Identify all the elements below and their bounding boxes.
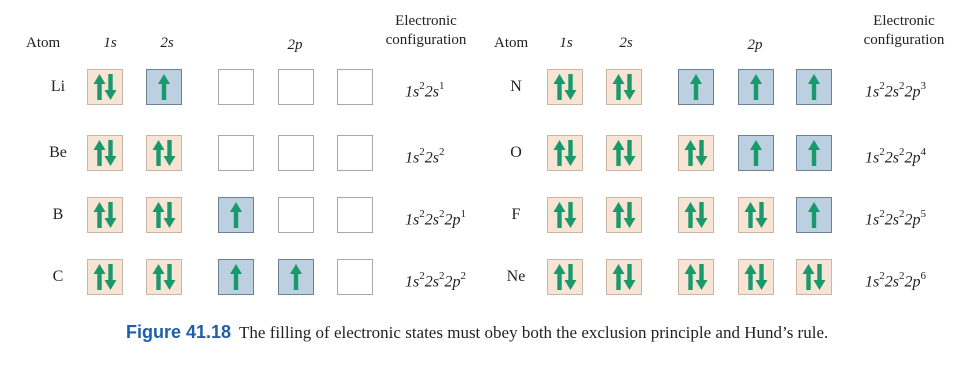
b-2p-a-arrows (219, 198, 253, 232)
down-arrow-icon (756, 264, 768, 290)
config-exponent: 2 (460, 270, 466, 282)
up-arrow-icon (153, 140, 165, 166)
n-2s-filled-box (606, 69, 642, 105)
down-arrow-icon (164, 140, 176, 166)
n-2p-b-half-box (738, 69, 774, 105)
up-arrow-icon (94, 202, 106, 228)
o-1s-filled-box (547, 135, 583, 171)
up-arrow-icon (613, 74, 625, 100)
b-2p-a-half-box (218, 197, 254, 233)
be-2s-filled-box (146, 135, 182, 171)
o-2s-arrows (607, 136, 641, 170)
config-orbital: 1s (865, 273, 880, 291)
config-orbital: 2p (904, 273, 921, 291)
ne-2s-arrows (607, 260, 641, 294)
c-2s-arrows (147, 260, 181, 294)
config-orbital: 2s (884, 83, 899, 101)
down-arrow-icon (624, 202, 636, 228)
config-exponent: 2 (419, 208, 425, 220)
up-arrow-icon (230, 264, 242, 290)
1s-header-right: 1s (559, 35, 573, 51)
up-arrow-icon (808, 74, 820, 100)
n-2p-a-half-box (678, 69, 714, 105)
config-orbital: 2s (884, 211, 899, 229)
up-arrow-icon (153, 202, 165, 228)
n-2p-a-arrows (679, 70, 713, 104)
up-arrow-icon (554, 264, 566, 290)
config-orbital: 1s (865, 83, 880, 101)
n-2p-b-arrows (739, 70, 773, 104)
config-exponent: 1 (460, 208, 466, 220)
up-arrow-icon (613, 264, 625, 290)
down-arrow-icon (565, 74, 577, 100)
config-orbital: 2s (424, 211, 439, 229)
config-orbital: 2s (424, 273, 439, 291)
up-arrow-icon (685, 264, 697, 290)
f-2s-filled-box (606, 197, 642, 233)
up-arrow-icon (613, 140, 625, 166)
ne-2p-c-filled-box (796, 259, 832, 295)
config-orbital: 1s (405, 211, 420, 229)
li-2s-arrows (147, 70, 181, 104)
atom-symbol: C (52, 268, 64, 285)
atom-symbol: F (511, 206, 521, 223)
down-arrow-icon (164, 264, 176, 290)
config-orbital: 1s (405, 149, 420, 167)
config-exponent: 2 (419, 80, 425, 92)
up-arrow-icon (554, 202, 566, 228)
config-exponent: 2 (438, 270, 445, 282)
f-2s-arrows (607, 198, 641, 232)
figure-label: Figure 41.18 (126, 322, 232, 342)
config-orbital: 1s (865, 211, 880, 229)
config-orbital: 1s (865, 149, 880, 167)
atom-symbol: Ne (506, 268, 526, 285)
n-2p-c-arrows (797, 70, 831, 104)
2s-header-right: 2s (619, 35, 633, 51)
n-1s-filled-box (547, 69, 583, 105)
electron-configuration (865, 205, 926, 230)
electron-configuration (865, 267, 926, 292)
be-1s-filled-box (87, 135, 123, 171)
n-1s-arrows (548, 70, 582, 104)
config-exponent: 4 (920, 146, 926, 158)
ne-2p-b-filled-box (738, 259, 774, 295)
li-1s-arrows (88, 70, 122, 104)
b-2p-b-empty-box (278, 197, 314, 233)
b-2s-filled-box (146, 197, 182, 233)
down-arrow-icon (814, 264, 826, 290)
li-2p-b-empty-box (278, 69, 314, 105)
down-arrow-icon (565, 264, 577, 290)
ne-1s-filled-box (547, 259, 583, 295)
c-2p-b-half-box (278, 259, 314, 295)
config-exponent: 3 (920, 80, 926, 92)
f-2p-c-arrows (797, 198, 831, 232)
down-arrow-icon (164, 202, 176, 228)
down-arrow-icon (696, 202, 708, 228)
o-2p-b-arrows (739, 136, 773, 170)
down-arrow-icon (624, 74, 636, 100)
config-exponent: 5 (920, 208, 926, 220)
atom-symbol: B (52, 206, 64, 223)
figure-caption-text: The filling of electronic states must obey both the exclusion principle and Hund’s rule. (239, 323, 829, 342)
up-arrow-icon (613, 202, 625, 228)
figure-caption (126, 321, 828, 344)
config-orbital: 2s (424, 149, 439, 167)
config-orbital: 2p (444, 211, 461, 229)
atom-header-left: Atom (26, 35, 61, 51)
electron-configuration (405, 267, 466, 292)
down-arrow-icon (565, 202, 577, 228)
config-header-right (846, 12, 962, 50)
up-arrow-icon (745, 264, 757, 290)
config-orbital: 2p (904, 149, 921, 167)
config-header-right-line2: configuration (863, 32, 945, 48)
config-exponent: 2 (879, 146, 885, 158)
f-2p-c-half-box (796, 197, 832, 233)
atom-symbol: N (510, 78, 522, 95)
b-2p-c-empty-box (337, 197, 373, 233)
up-arrow-icon (554, 140, 566, 166)
o-2s-filled-box (606, 135, 642, 171)
down-arrow-icon (696, 140, 708, 166)
config-orbital: 1s (405, 83, 420, 101)
config-exponent: 6 (920, 270, 926, 282)
ne-2p-c-arrows (797, 260, 831, 294)
c-1s-arrows (88, 260, 122, 294)
o-2p-a-arrows (679, 136, 713, 170)
2p-header-left: 2p (287, 37, 303, 53)
config-exponent: 1 (438, 80, 445, 92)
electron-configuration (405, 77, 444, 102)
be-2p-b-empty-box (278, 135, 314, 171)
f-2p-a-arrows (679, 198, 713, 232)
down-arrow-icon (624, 140, 636, 166)
up-arrow-icon (554, 74, 566, 100)
2p-header-right: 2p (747, 37, 763, 53)
config-orbital: 1s (405, 273, 420, 291)
up-arrow-icon (94, 140, 106, 166)
config-orbital: 2p (904, 83, 921, 101)
atom-symbol: Li (50, 78, 66, 95)
up-arrow-icon (153, 264, 165, 290)
b-1s-arrows (88, 198, 122, 232)
config-exponent: 2 (438, 146, 445, 158)
config-exponent: 2 (438, 208, 445, 220)
ne-2p-a-filled-box (678, 259, 714, 295)
up-arrow-icon (745, 202, 757, 228)
li-2p-c-empty-box (337, 69, 373, 105)
config-exponent: 2 (898, 208, 905, 220)
f-2p-b-filled-box (738, 197, 774, 233)
up-arrow-icon (750, 74, 762, 100)
up-arrow-icon (94, 264, 106, 290)
down-arrow-icon (105, 74, 117, 100)
2s-header-left: 2s (160, 35, 174, 51)
b-2s-arrows (147, 198, 181, 232)
atom-symbol: Be (49, 144, 67, 161)
atom-symbol: O (510, 144, 522, 161)
down-arrow-icon (696, 264, 708, 290)
electron-configuration (865, 143, 926, 168)
down-arrow-icon (105, 202, 117, 228)
electron-configuration (405, 205, 466, 230)
down-arrow-icon (624, 264, 636, 290)
c-2s-filled-box (146, 259, 182, 295)
config-header-left-line1: Electronic (395, 13, 457, 29)
o-1s-arrows (548, 136, 582, 170)
up-arrow-icon (290, 264, 302, 290)
b-1s-filled-box (87, 197, 123, 233)
be-2s-arrows (147, 136, 181, 170)
up-arrow-icon (803, 264, 815, 290)
config-exponent: 2 (898, 270, 905, 282)
c-2p-a-half-box (218, 259, 254, 295)
config-exponent: 2 (879, 208, 885, 220)
be-2p-c-empty-box (337, 135, 373, 171)
1s-header-left: 1s (103, 35, 117, 51)
ne-2s-filled-box (606, 259, 642, 295)
ne-2p-b-arrows (739, 260, 773, 294)
c-2p-a-arrows (219, 260, 253, 294)
down-arrow-icon (565, 140, 577, 166)
config-exponent: 2 (419, 270, 425, 282)
c-2p-b-arrows (279, 260, 313, 294)
config-orbital: 2s (884, 149, 899, 167)
n-2p-c-half-box (796, 69, 832, 105)
config-exponent: 2 (898, 146, 905, 158)
o-2p-a-filled-box (678, 135, 714, 171)
c-1s-filled-box (87, 259, 123, 295)
down-arrow-icon (756, 202, 768, 228)
up-arrow-icon (685, 140, 697, 166)
config-header-left-line2: configuration (385, 32, 467, 48)
f-2p-b-arrows (739, 198, 773, 232)
up-arrow-icon (158, 74, 170, 100)
up-arrow-icon (230, 202, 242, 228)
atom-header-right: Atom (494, 35, 529, 51)
down-arrow-icon (105, 264, 117, 290)
be-2p-a-empty-box (218, 135, 254, 171)
config-orbital: 2p (904, 211, 921, 229)
o-2p-b-half-box (738, 135, 774, 171)
o-2p-c-half-box (796, 135, 832, 171)
config-orbital: 2s (424, 83, 439, 101)
config-header-left (368, 12, 484, 50)
li-2s-half-box (146, 69, 182, 105)
config-exponent: 2 (879, 80, 885, 92)
ne-2p-a-arrows (679, 260, 713, 294)
up-arrow-icon (750, 140, 762, 166)
up-arrow-icon (690, 74, 702, 100)
li-1s-filled-box (87, 69, 123, 105)
down-arrow-icon (105, 140, 117, 166)
config-exponent: 2 (419, 146, 425, 158)
f-1s-filled-box (547, 197, 583, 233)
be-1s-arrows (88, 136, 122, 170)
ne-1s-arrows (548, 260, 582, 294)
up-arrow-icon (808, 202, 820, 228)
c-2p-c-empty-box (337, 259, 373, 295)
up-arrow-icon (94, 74, 106, 100)
electron-configuration (405, 143, 444, 168)
up-arrow-icon (685, 202, 697, 228)
n-2s-arrows (607, 70, 641, 104)
config-exponent: 2 (879, 270, 885, 282)
config-exponent: 2 (898, 80, 905, 92)
config-header-right-line1: Electronic (873, 13, 935, 29)
f-2p-a-filled-box (678, 197, 714, 233)
config-orbital: 2s (884, 273, 899, 291)
o-2p-c-arrows (797, 136, 831, 170)
config-orbital: 2p (444, 273, 461, 291)
electron-configuration (865, 77, 926, 102)
li-2p-a-empty-box (218, 69, 254, 105)
f-1s-arrows (548, 198, 582, 232)
up-arrow-icon (808, 140, 820, 166)
